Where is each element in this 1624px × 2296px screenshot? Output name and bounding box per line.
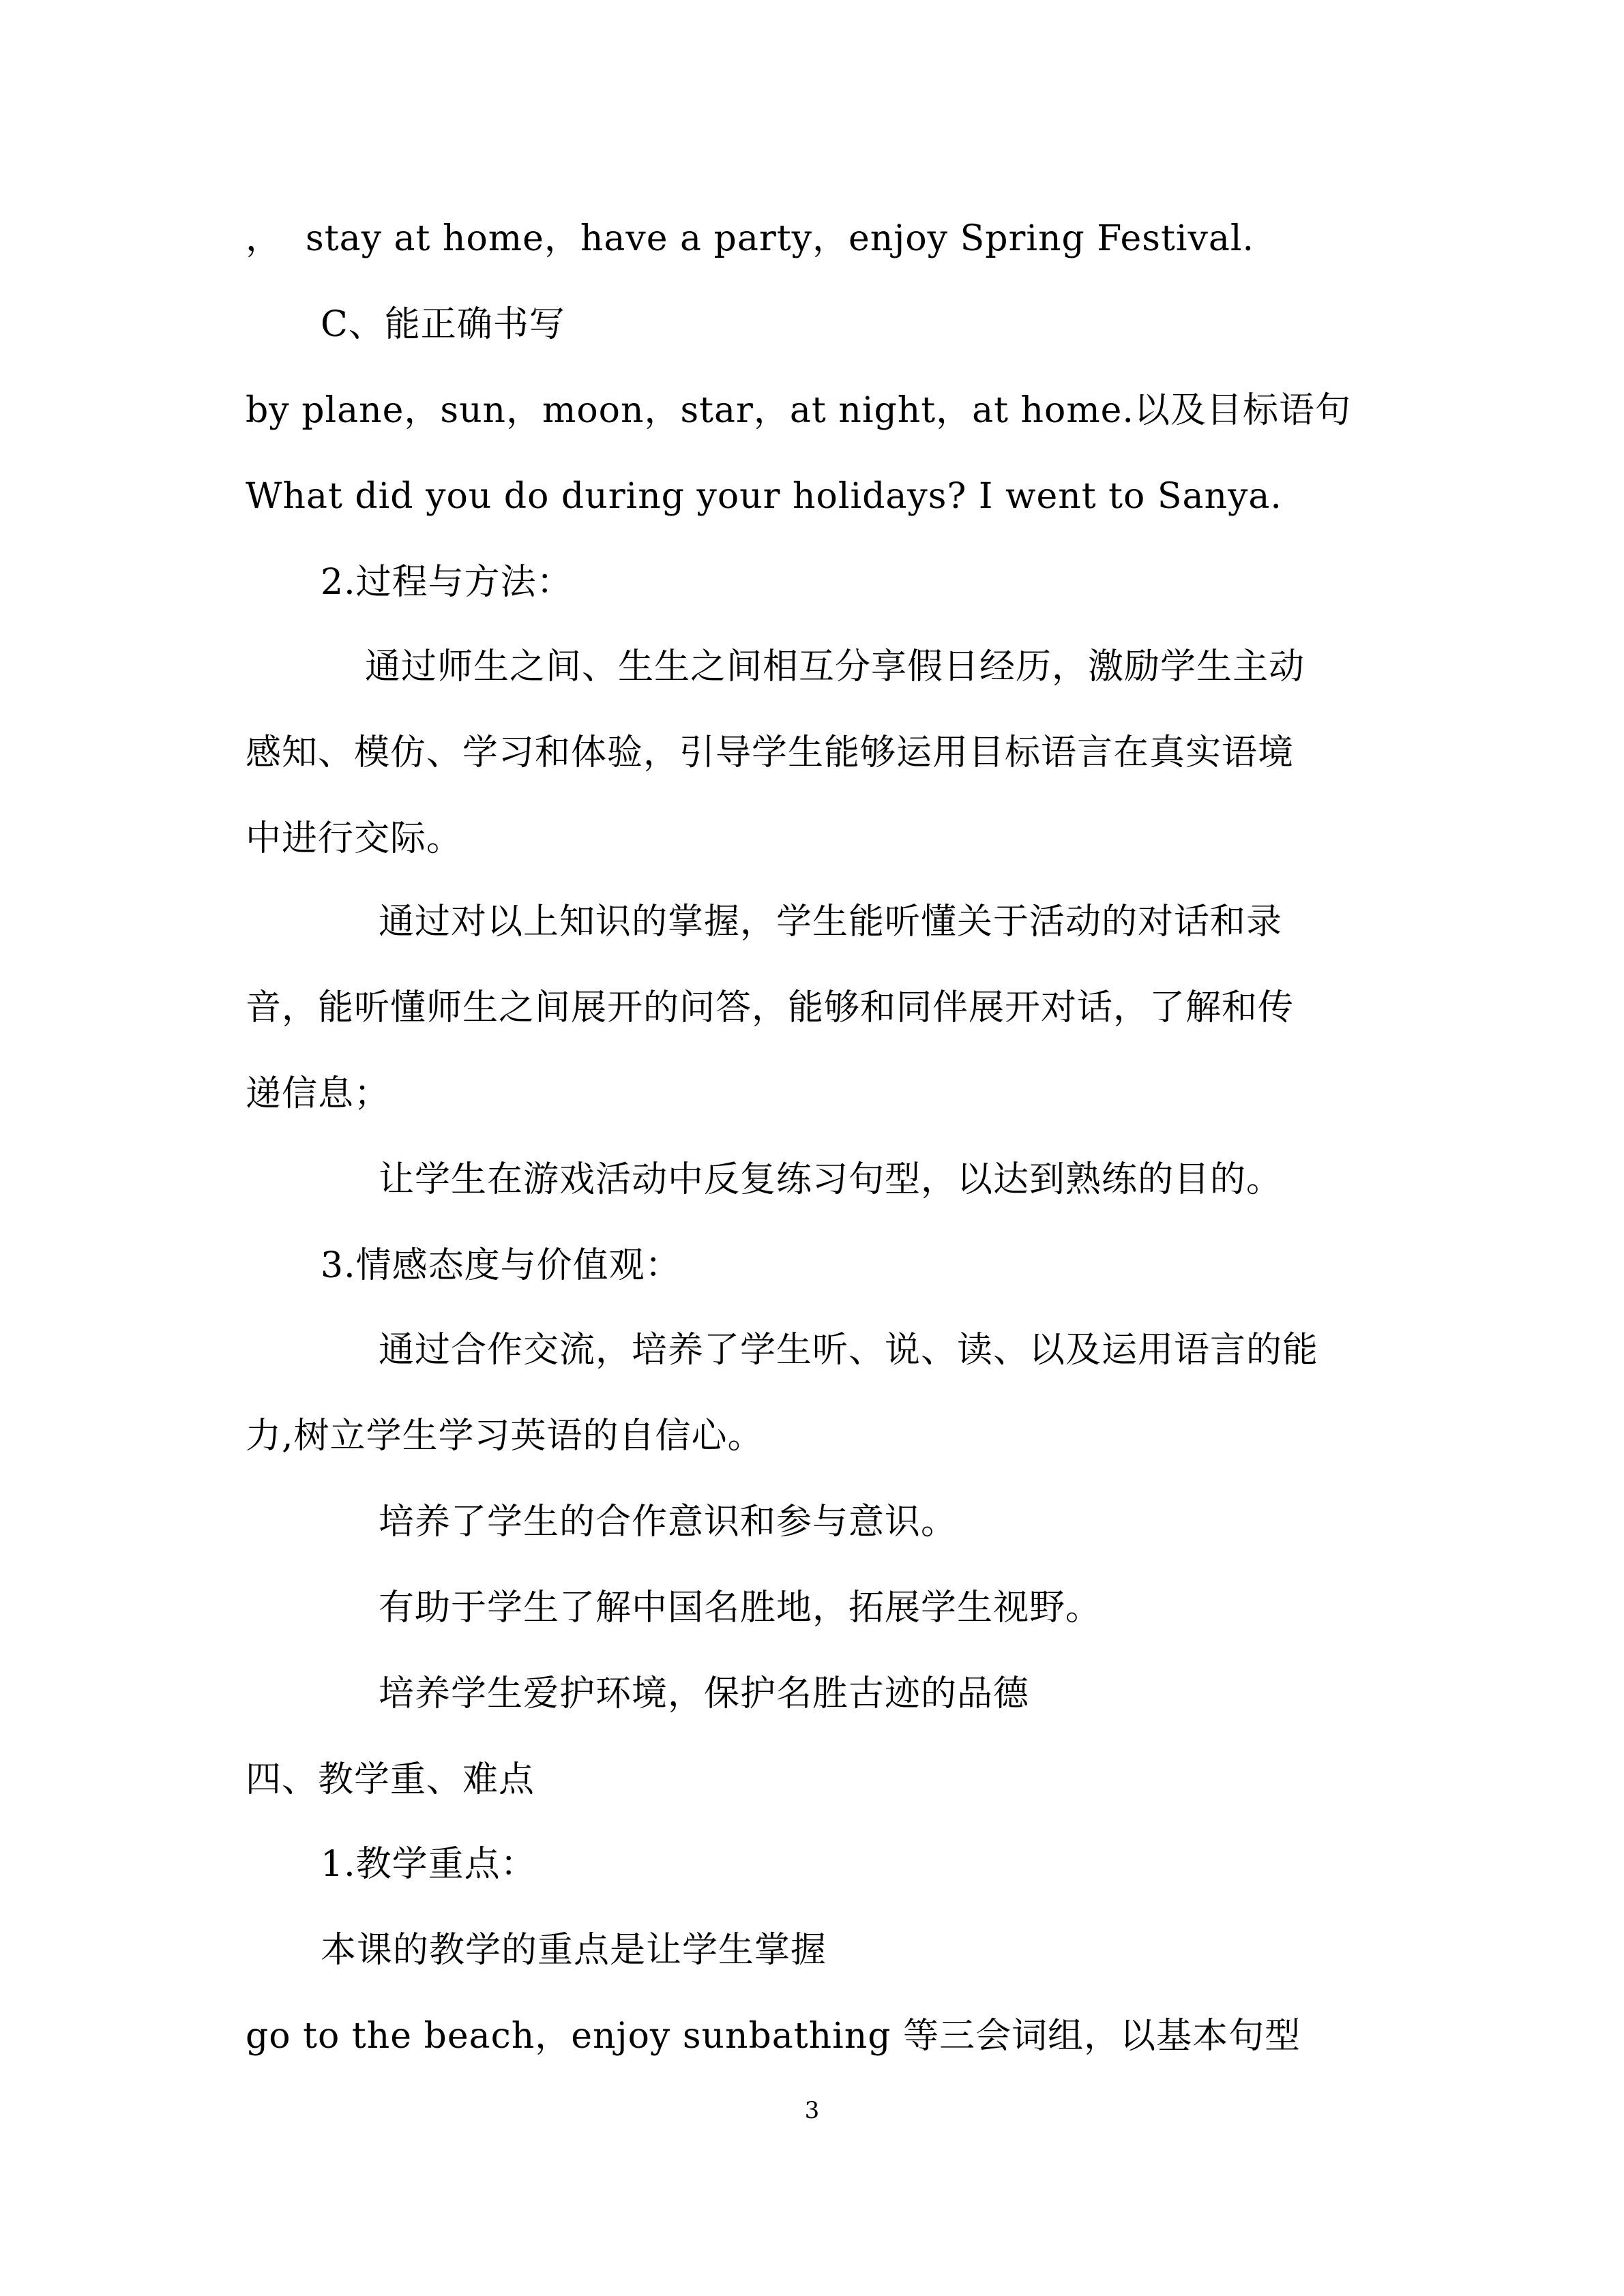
section-heading: 2.过程与方法： (321, 562, 573, 603)
section-heading: 四、教学重、难点 (246, 1759, 535, 1800)
text-line: 本课的教学的重点是让学生掌握 (321, 1930, 827, 1971)
text-line: go to the beach，enjoy sunbathing 等三会词组，以基本句型 (246, 2016, 1301, 2057)
text-line: C、能正确书写 (321, 304, 565, 345)
text-line: 通过对以上知识的掌握，学生能听懂关于活动的对话和录 (379, 901, 1283, 942)
page-number: 3 (804, 2097, 820, 2124)
text-line: What did you do during your holidays? I went to Sanya. (246, 476, 1282, 517)
text-line: 力,树立学生学习英语的自信心。 (246, 1416, 764, 1457)
text-line: 培养学生爱护环境，保护名胜古迹的品德 (379, 1673, 1030, 1714)
text-line: 递信息； (246, 1073, 391, 1114)
section-heading: 1.教学重点： (321, 1844, 537, 1885)
text-line: 培养了学生的合作意识和参与意识。 (379, 1502, 958, 1542)
text-line: by plane，sun，moon，star，at night，at home.以及目标语句 (246, 390, 1351, 431)
text-line: ， stay at home，have a party，enjoy Spring Festival. (246, 218, 1255, 259)
text-line: 通过合作交流，培养了学生听、说、读、以及运用语言的能 (379, 1330, 1319, 1371)
text-line: 通过师生之间、生生之间相互分享假日经历，激励学生主动 (341, 646, 1305, 687)
text-line: 音，能听懂师生之间展开的问答，能够和同伴展开对话，了解和传 (246, 987, 1295, 1028)
text-line: 让学生在游戏活动中反复练习句型，以达到熟练的目的。 (379, 1159, 1283, 1200)
section-heading: 3.情感态度与价值观： (321, 1245, 681, 1286)
text-line: 中进行交际。 (246, 818, 463, 859)
text-line: 感知、模仿、学习和体验，引导学生能够运用目标语言在真实语境 (246, 732, 1295, 773)
text-line: 有助于学生了解中国名胜地，拓展学生视野。 (379, 1587, 1102, 1628)
